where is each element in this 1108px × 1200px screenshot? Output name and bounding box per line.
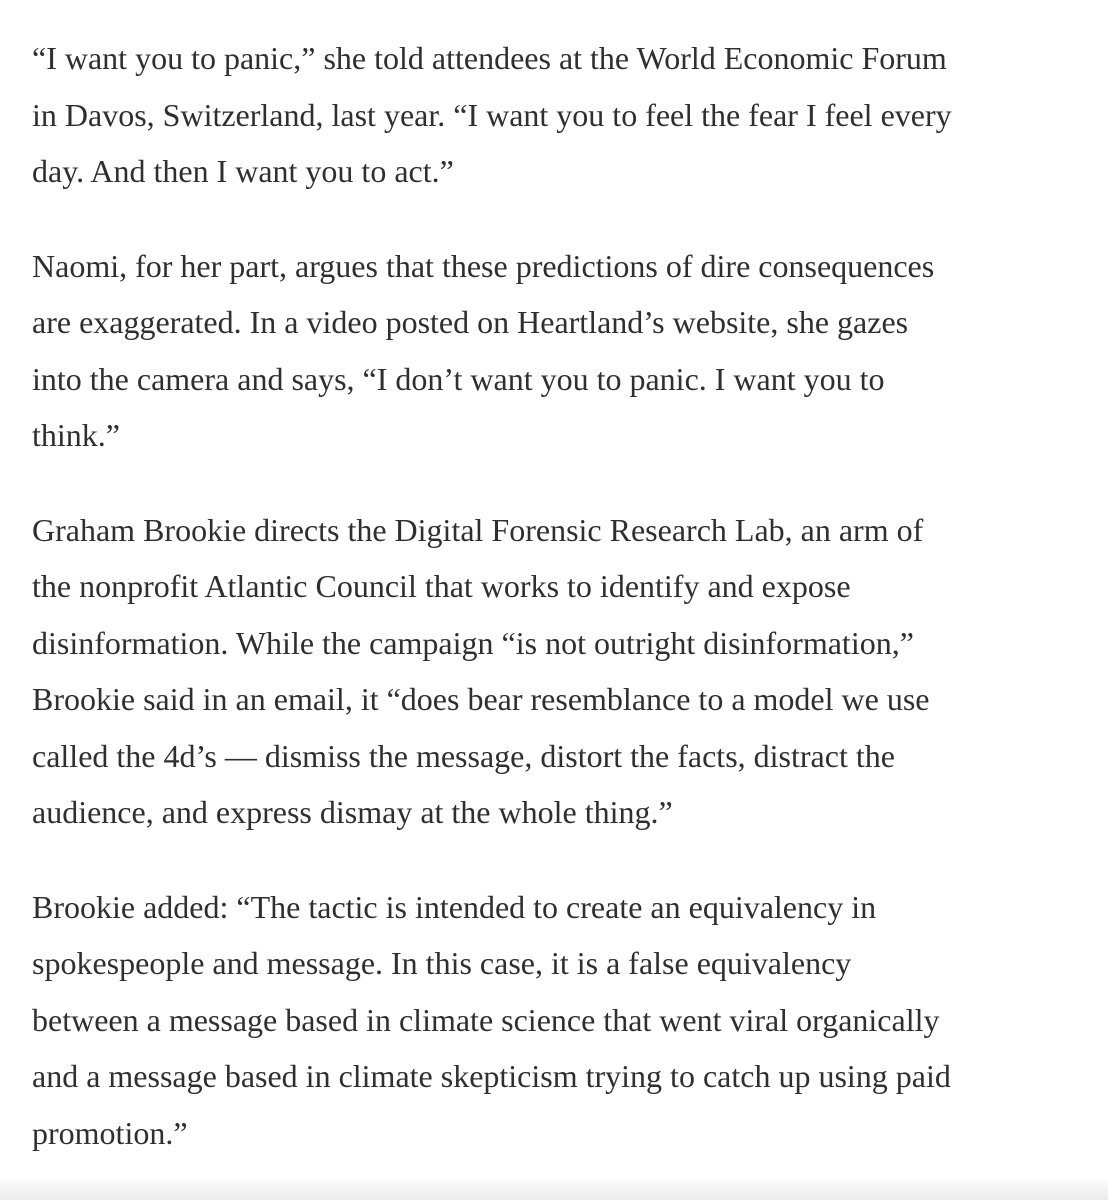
paragraphs-container: [32, 30, 1078, 1161]
page-bottom-fade: [0, 1176, 1108, 1200]
text-line: into the camera and says, “I don’t want you to panic. I want you to: [32, 360, 885, 397]
article-paragraph: [32, 502, 1078, 841]
text-line: between a message based in climate science that went viral organically: [32, 1001, 940, 1038]
text-line: Brookie said in an email, it “does bear resemblance to a model we use: [32, 681, 930, 717]
text-line: the nonprofit Atlantic Council that works to identify and expose: [32, 568, 851, 604]
text-line: called the 4d’s — dismiss the message, distort the facts, distract the: [32, 737, 895, 774]
text-line: “I want you to panic,” she told attendees at the World Economic Forum: [32, 40, 947, 76]
text-line: audience, and express dismay at the whole thing.”: [32, 794, 673, 830]
text-line: Graham Brookie directs the Digital Forensic Research Lab, an arm of: [32, 511, 924, 548]
text-line: are exaggerated. In a video posted on Heartland’s website, she gazes: [32, 304, 909, 340]
text-line: disinformation. While the campaign “is not outright disinformation,”: [32, 624, 914, 661]
text-line: in Davos, Switzerland, last year. “I want you to feel the fear I feel every: [32, 96, 952, 133]
text-line: and a message based in climate skepticism trying to catch up using paid: [32, 1058, 951, 1094]
text-line: spokespeople and message. In this case, it is a false equivalency: [32, 945, 852, 981]
text-line: day. And then I want you to act.”: [32, 153, 454, 189]
text-line: think.”: [32, 417, 120, 453]
article-paragraph: [32, 879, 1078, 1162]
text-line: promotion.”: [32, 1114, 188, 1151]
text-line: Brookie added: “The tactic is intended to create an equivalency in: [32, 888, 877, 925]
text-line: Naomi, for her part, argues that these predictions of dire consequences: [32, 247, 935, 284]
article-paragraph: [32, 238, 1078, 464]
article-paragraph: [32, 30, 1078, 200]
